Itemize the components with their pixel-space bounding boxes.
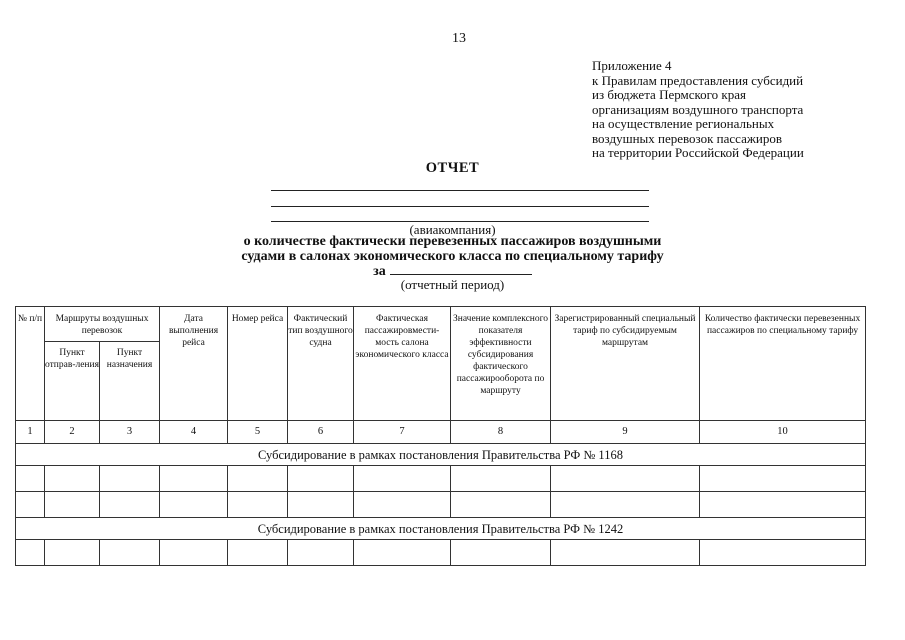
table-row [16,466,866,492]
column-number: 7 [354,421,451,444]
appendix-line: Приложение 4 [592,58,672,73]
table-row [16,492,866,518]
page-number: 13 [452,31,466,46]
appendix-line: к Правилам предоставления субсидий [592,72,804,88]
report-title: ОТЧЕТ [425,160,480,176]
report-subject [0,234,905,264]
col-header-passengers: Количество фактически перевезенных пассажиров по специальному тарифу [700,307,866,421]
col-header-capacity: Фактическая пассажировмести-мость салона экономического класса [354,307,451,421]
column-number: 8 [451,421,551,444]
table-row [16,540,866,566]
col-header-departure: Пункт отправ-ления [45,342,100,421]
period-caption: (отчетный период) [400,277,505,292]
column-number: 3 [100,421,160,444]
subject-line: о количестве фактически перевезенных пассажиров воздушными [243,234,662,249]
appendix-line: организациям воздушного транспорта [592,101,804,117]
section-row [16,444,866,466]
col-header-flight-date: Дата выполнения рейса [160,307,228,421]
subject-line: судами в салонах экономического класса по специальному тарифу [241,249,664,264]
blank-line [271,206,649,207]
report-table [15,306,866,566]
appendix-line: на территории Российской Федерации [592,145,804,160]
col-header-flight-number: Номер рейса [228,307,288,421]
blank-line [271,190,649,191]
section-heading: Субсидирование в рамках постановления Правительства РФ № 1168 [16,444,866,466]
column-number: 4 [160,421,228,444]
column-number: 1 [16,421,45,444]
column-number: 6 [288,421,354,444]
col-header-destination: Пункт назначения [100,342,160,421]
column-number: 5 [228,421,288,444]
appendix-header [592,59,804,161]
appendix-line: воздушных перевозок пассажиров [592,130,782,146]
column-number: 2 [45,421,100,444]
appendix-line: на осуществление региональных [592,116,775,131]
section-heading: Субсидирование в рамках постановления Правительства РФ № 1242 [16,518,866,540]
col-header-routes: Маршруты воздушных перевозок [45,307,160,342]
column-number: 10 [700,421,866,444]
col-header-aircraft-type: Фактический тип воздушного судна [288,307,354,421]
section-row [16,518,866,540]
column-number-row [16,421,866,444]
column-number: 9 [551,421,700,444]
appendix-line: из бюджета Пермского края [592,87,747,102]
col-header-tariff: Зарегистрированный специальный тариф по субсидируемым маршрутам [551,307,700,421]
period-blank [390,262,532,275]
airline-caption: (авиакомпания) [409,222,496,237]
period-prefix: за [373,264,386,279]
col-header-num: № п/п [16,307,45,421]
col-header-efficiency: Значение комплексного показателя эффективности субсидирования фактического пассажирооборота по маршруту [451,307,551,421]
